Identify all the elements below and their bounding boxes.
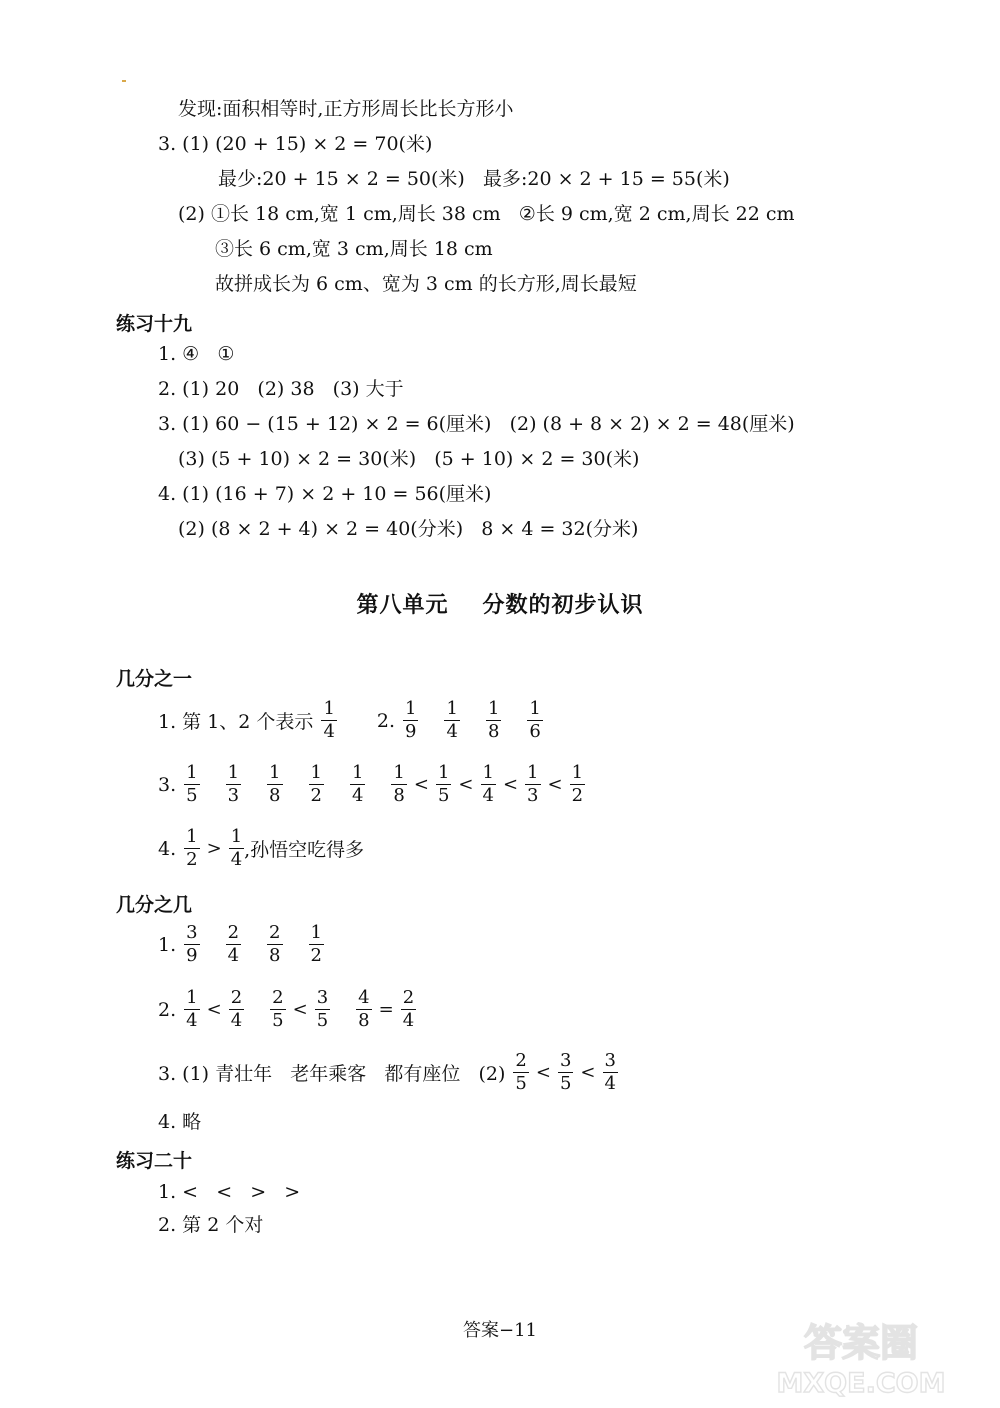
ex19-q1: 1. ④ ① (158, 343, 235, 365)
fraction: $\frac{1}{4}$ (186, 987, 198, 1031)
fraction: $\frac{1}{4}$ (351, 762, 364, 806)
unit-title-number: 第八单元 (356, 593, 449, 618)
fraction: $\frac{1}{5}$ (437, 762, 450, 806)
section-heading-fraction-one: 几分之一 (116, 668, 193, 690)
unit-title (0, 588, 1000, 619)
sec1-q4-row: 4. $\frac{1}{2}$ > $\frac{1}{4}$ ,孙悟空吃得多 (158, 826, 365, 870)
sec1-q4-text: ,孙悟空吃得多 (244, 839, 365, 861)
fraction: $\frac{1}{9}$ (405, 698, 417, 742)
sec2-q1-row (158, 922, 324, 967)
fraction: $\frac{1}{2}$ (310, 762, 322, 806)
fraction: $\frac{1}{3}$ (227, 762, 240, 806)
fraction: $\frac{1}{2}$ (310, 922, 322, 966)
ex20-q2: 2. 第 2 个对 (158, 1214, 264, 1236)
fraction: $\frac{1}{4}$ (446, 698, 458, 742)
fraction: $\frac{1}{2}$ (186, 826, 198, 870)
sec2-q3-row: 3. (1) 青壮年 老年乘客 都有座位 (2) $\frac{2}{5}$ < $\frac{3}{5}$ < $\frac{3}{4}$ (158, 1050, 616, 1094)
sec1-q2-label: 2. (376, 709, 396, 732)
sec1-q3-label: 3. (158, 773, 177, 796)
sec2-q4: 4. 略 (158, 1111, 202, 1133)
ex19-q2: 2. (1) 20 (2) 38 (3) 大于 (158, 378, 404, 400)
watermark-text-cn: 答案圈 (803, 1321, 919, 1365)
sec1-q3-row: 3. $\frac{1}{5}$ $\frac{1}{3}$ $\frac{1}{8}$ $\frac{1}{2}$ $\frac{1}{4}$ $\frac{1}{8}$ < $\frac{1}{5}$ < $\frac{1}{4}$ < $\frac{1}{3}$ < $\frac{1}{2}$ (158, 762, 584, 806)
fraction: $\frac{1}{3}$ (527, 762, 539, 806)
fraction: $\frac{3}{5}$ (559, 1050, 572, 1094)
fraction: $\frac{2}{4}$ (230, 987, 243, 1031)
watermark-text-en: MXQE.COM (776, 1368, 946, 1399)
fraction: $\frac{3}{5}$ (316, 987, 329, 1031)
q3-1-minmax-line: 最少:20 + 15 × 2 = 50(米) 最多:20 × 2 + 15 = 55(米) (218, 168, 730, 190)
sec2-q3-label: 3. (1) 青壮年 老年乘客 都有座位 (2) (158, 1063, 506, 1085)
fraction: $\frac{1}{4}$ (482, 762, 494, 806)
q3-1-line: 3. (1) (20 + 15) × 2 = 70(米) (158, 133, 433, 155)
section-heading-ex20: 练习二十 (116, 1150, 193, 1172)
ex19-q3: 3. (1) 60 − (15 + 12) × 2 = 6(厘米) (2) (8 + 8 × 2) × 2 = 48(厘米) (158, 413, 795, 435)
fraction: $\frac{2}{4}$ (227, 922, 240, 966)
fraction: $\frac{1}{2}$ (571, 762, 584, 806)
fraction: $\frac{1}{5}$ (186, 762, 198, 806)
ex19-q4: 4. (1) (16 + 7) × 2 + 10 = 56(厘米) (158, 483, 492, 505)
ex19-q3-3: (3) (5 + 10) × 2 = 30(米) (5 + 10) × 2 = 30(米) (178, 448, 640, 470)
sec2-q2-row: 2. $\frac{1}{4}$ < $\frac{2}{4}$ $\frac{2}{5}$ < $\frac{3}{5}$ $\frac{4}{8}$ = $\frac{2}{4}$ (158, 987, 415, 1031)
q3-2-line: (2) ①长 18 cm,宽 1 cm,周长 38 cm ②长 9 cm,宽 2 cm,周长 22 cm (178, 203, 795, 225)
fraction: $\frac{1}{4}$ (230, 826, 243, 870)
discovery-line: 发现:面积相等时,正方形周长比长方形小 (178, 98, 514, 120)
section-heading-ex19: 练习十九 (116, 313, 193, 335)
sec1-q4-label: 4. (158, 837, 177, 860)
sec1-q1-row (158, 698, 543, 743)
fraction: $\frac{3}{9}$ (186, 922, 198, 966)
q3-2-third-line: ③长 6 cm,宽 3 cm,周长 18 cm (215, 238, 493, 260)
fraction: $\frac{2}{5}$ (515, 1050, 527, 1094)
fraction: $\frac{4}{8}$ (358, 987, 370, 1031)
q3-2-conclusion-line: 故拼成长为 6 cm、宽为 3 cm 的长方形,周长最短 (215, 273, 637, 295)
print-speck (122, 80, 126, 82)
fraction: $\frac{1}{6}$ (529, 698, 541, 742)
fraction: $\frac{1}{8}$ (393, 762, 405, 806)
fraction: $\frac{2}{8}$ (269, 922, 281, 966)
fraction: $\frac{1}{8}$ (269, 762, 281, 806)
section-heading-fraction-several: 几分之几 (116, 894, 193, 916)
fraction: $\frac{3}{4}$ (604, 1050, 616, 1094)
sec2-q2-label: 2. (158, 998, 177, 1021)
page-number: 答案−11 (463, 1320, 537, 1341)
fraction: $\frac{1}{4}$ (323, 698, 335, 742)
fraction: $\frac{2}{5}$ (272, 987, 284, 1031)
sec1-q1-label: 1. 第 1、2 个表示 (158, 711, 314, 733)
watermark-logo (756, 1312, 966, 1400)
fraction: $\frac{2}{4}$ (402, 987, 415, 1031)
fraction: $\frac{1}{8}$ (487, 698, 500, 742)
ex19-q4-2: (2) (8 × 2 + 4) × 2 = 40(分米) 8 × 4 = 32(分米) (178, 518, 639, 540)
unit-title-name: 分数的初步认识 (482, 593, 644, 618)
ex20-q1: 1. < < > > (158, 1181, 301, 1203)
sec2-q1-label: 1. (158, 933, 177, 956)
